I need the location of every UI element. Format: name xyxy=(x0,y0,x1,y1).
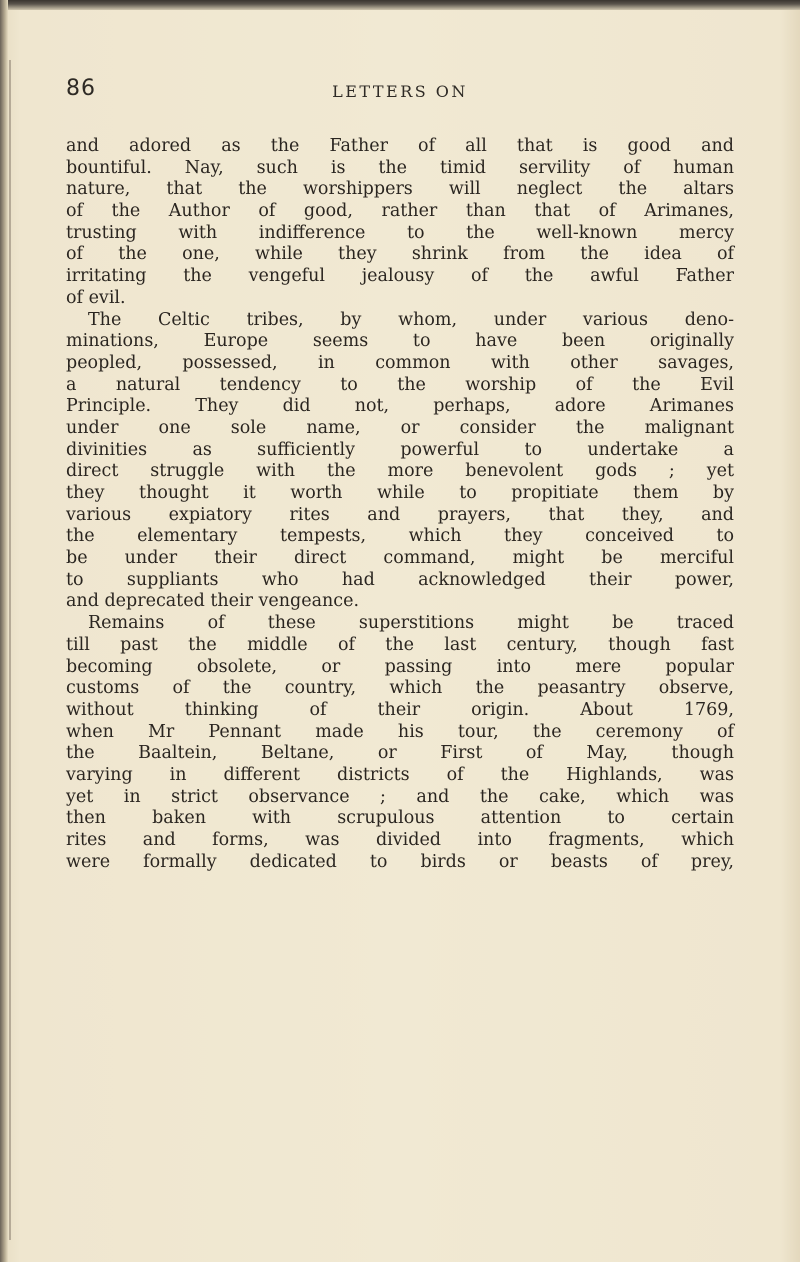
text-line: when Mr Pennant made his tour, the ceremony of xyxy=(66,721,734,742)
text-line: of the Author of good, rather than that of Arimanes, xyxy=(66,201,734,222)
text-line: the elementary tempests, which they conceived to xyxy=(66,526,734,547)
text-line: peopled, possessed, in common with other savages, xyxy=(66,352,734,373)
text-line: varying in different districts of the Highlands, was xyxy=(66,764,734,785)
text-line: divinities as sufficiently powerful to undertake a xyxy=(66,439,734,460)
page-binding-edge xyxy=(0,0,8,1262)
text-line: direct struggle with the more benevolent gods ; yet xyxy=(66,461,734,482)
text-line: to suppliants who had acknowledged their power, xyxy=(66,569,734,590)
text-line: irritating the vengeful jealousy of the awful Father xyxy=(66,266,734,287)
text-line: a natural tendency to the worship of the Evil xyxy=(66,374,734,395)
text-line: customs of the country, which the peasantry observe, xyxy=(66,678,734,699)
text-line: were formally dedicated to birds or beasts of prey, xyxy=(66,851,734,872)
text-line: Principle. They did not, perhaps, adore Arimanes xyxy=(66,396,734,417)
text-line: rites and forms, was divided into fragments, which xyxy=(66,830,734,850)
text-line: The Celtic tribes, by whom, under various deno- xyxy=(88,309,734,330)
text-line: without thinking of their origin. About 1769, xyxy=(66,699,734,720)
text-line: till past the middle of the last century, though fast xyxy=(66,634,734,655)
page-header xyxy=(0,70,800,110)
text-line: they thought it worth while to propitiate them by xyxy=(66,483,734,503)
text-line: minations, Europe seems to have been originally xyxy=(66,331,734,352)
text-line: yet in strict observance ; and the cake, which was xyxy=(66,786,734,807)
text-line: Remains of these superstitions might be traced xyxy=(88,613,734,634)
text-line: trusting with indifference to the well-known mercy xyxy=(66,222,734,243)
text-line: and adored as the Father of all that is good and xyxy=(66,136,734,156)
page-top-edge xyxy=(0,0,800,10)
text-line: various expiatory rites and prayers, that they, and xyxy=(66,504,734,525)
text-line: of evil. xyxy=(66,287,126,308)
text-line: be under their direct command, might be merciful xyxy=(66,548,734,569)
body-text xyxy=(66,136,734,873)
text-line: then baken with scrupulous attention to certain xyxy=(66,808,734,829)
text-line: nature, that the worshippers will neglect the altars xyxy=(66,179,734,200)
text-line: of the one, while they shrink from the idea of xyxy=(66,244,734,265)
text-line: under one sole name, or consider the malignant xyxy=(66,417,734,438)
text-line: and deprecated their vengeance. xyxy=(66,591,360,612)
running-head: LETTERS ON xyxy=(332,82,468,101)
text-line: becoming obsolete, or passing into mere popular xyxy=(66,656,734,677)
text-line: the Baaltein, Beltane, or First of May, though xyxy=(66,743,734,764)
binding-shadow xyxy=(9,60,11,1240)
page-number: 86 xyxy=(66,76,96,101)
text-line: bountiful. Nay, such is the timid servility of human xyxy=(66,157,734,178)
